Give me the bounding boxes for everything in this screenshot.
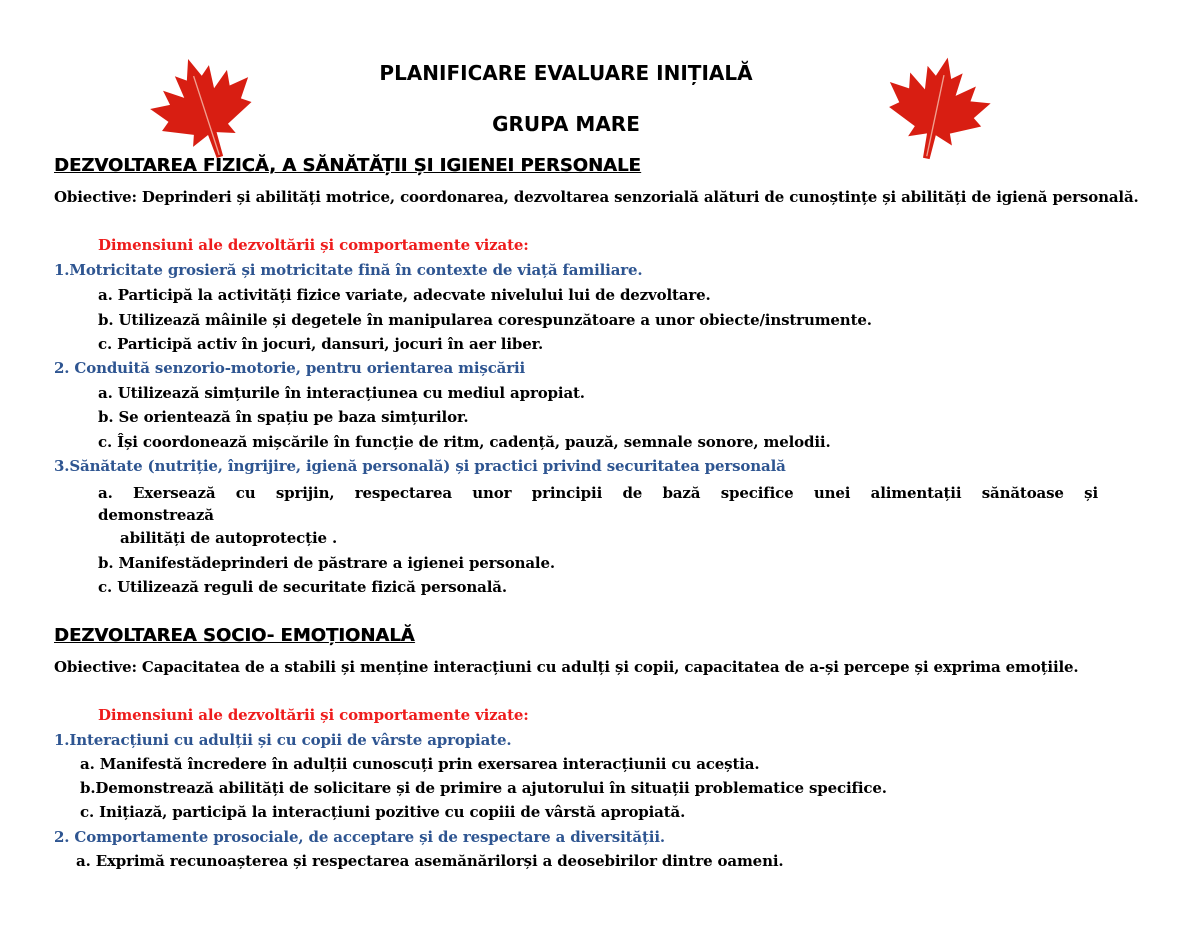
dimension-title: 2. Conduită senzorio-motorie, pentru orientarea mișcării (54, 359, 526, 377)
section-heading: DEZVOLTAREA SOCIO- EMOȚIONALĂ (54, 625, 415, 646)
section-heading: DEZVOLTAREA FIZICĂ, A SĂNĂTĂȚII ȘI IGIENEI PERSONALE (54, 155, 641, 176)
dimension-title: 3.Sănătate (nutriție, îngrijire, igienă personală) și practici privind securitatea personală (54, 457, 786, 475)
dimension-title: 2. Comportamente prosociale, de acceptare și de respectare a diversității. (54, 828, 665, 846)
list-item-continuation: abilități de autoprotecție . (120, 529, 338, 547)
list-item: a. Exersează cu sprijin, respectarea unor principii de bază specifice unei alimentații sănătoase și demonstrează (98, 484, 1098, 524)
list-item: a. Utilizează simțurile în interacțiunea cu mediul apropiat. (98, 384, 585, 402)
dimensions-label: Dimensiuni ale dezvoltării și comportamente vizate: (98, 706, 529, 724)
list-item: b. Se orientează în spațiu pe baza simțurilor. (98, 408, 469, 426)
list-item: c. Utilizează reguli de securitate fizică personală. (98, 578, 507, 596)
dimension-title: 1.Interacțiuni cu adulții și cu copii de vârste apropiate. (54, 731, 512, 749)
list-item: b.Demonstrează abilități de solicitare și de primire a ajutorului în situații problematice specifice. (80, 779, 887, 797)
list-item: a. Participă la activități fizice variate, adecvate nivelului lui de dezvoltare. (98, 286, 711, 304)
page-subtitle: GRUPA MARE (492, 112, 640, 136)
objective-text: Obiective: Deprinderi și abilități motrice, coordonarea, dezvoltarea senzorială alături de cunoștințe și abilități de igienă personală. (54, 188, 1139, 206)
list-item: a. Exprimă recunoașterea și respectarea asemănărilorși a deosebirilor dintre oameni. (76, 852, 784, 870)
dimension-title: 1.Motricitate grosieră și motricitate fină în contexte de viață familiare. (54, 261, 643, 279)
list-item: b. Manifestădeprinderi de păstrare a igienei personale. (98, 554, 555, 572)
list-item: c. Participă activ în jocuri, dansuri, jocuri în aer liber. (98, 335, 544, 353)
list-item: c. Își coordonează mișcările în funcție de ritm, cadență, pauză, semnale sonore, melodii. (98, 433, 831, 451)
list-item: c. Inițiază, participă la interacțiuni pozitive cu copiii de vârstă apropiată. (80, 803, 686, 821)
list-item: a. Manifestă încredere în adulții cunoscuți prin exersarea interacțiunii cu aceștia. (80, 755, 760, 773)
objective-text: Obiective: Capacitatea de a stabili și menține interacțiuni cu adulți și copii, capacitatea de a-și percepe și exprima emoțiile. (54, 658, 1079, 676)
page-title: PLANIFICARE EVALUARE INIȚIALĂ (379, 61, 753, 85)
list-item: b. Utilizează mâinile și degetele în manipularea corespunzătoare a unor obiecte/instrumente. (98, 311, 872, 329)
dimensions-label: Dimensiuni ale dezvoltării și comportamente vizate: (98, 236, 529, 254)
